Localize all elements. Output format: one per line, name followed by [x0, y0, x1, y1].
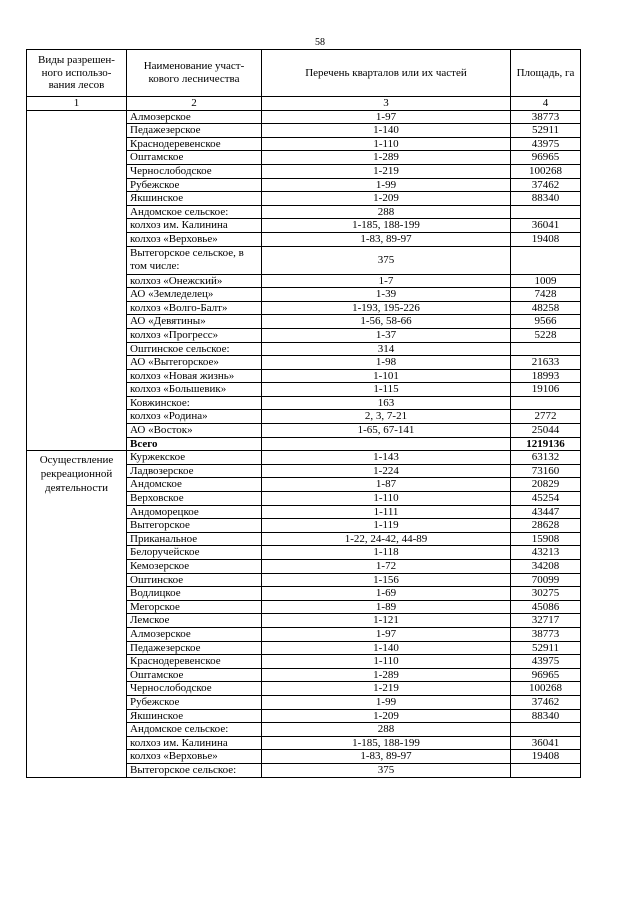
quarters-cell: 1-115: [262, 383, 511, 397]
quarters-cell: 1-89: [262, 600, 511, 614]
quarters-cell: 1-185, 188-199: [262, 219, 511, 233]
area-cell: 19408: [511, 750, 581, 764]
quarters-cell: 1-83, 89-97: [262, 750, 511, 764]
quarters-cell: 1-7: [262, 274, 511, 288]
district-name-cell: Лемское: [127, 614, 262, 628]
quarters-cell: 288: [262, 723, 511, 737]
area-cell: 100268: [511, 682, 581, 696]
area-cell: 7428: [511, 288, 581, 302]
quarters-cell: 1-140: [262, 641, 511, 655]
quarters-cell: 1-219: [262, 682, 511, 696]
area-cell: [511, 246, 581, 274]
quarters-cell: 1-37: [262, 328, 511, 342]
district-name-cell: Белоручейское: [127, 546, 262, 560]
area-cell: 45254: [511, 492, 581, 506]
area-cell: 18993: [511, 369, 581, 383]
quarters-cell: 1-209: [262, 709, 511, 723]
area-cell: 9566: [511, 315, 581, 329]
quarters-cell: 1-97: [262, 627, 511, 641]
district-name-cell: Верховское: [127, 492, 262, 506]
quarters-cell: 1-110: [262, 655, 511, 669]
district-name-cell: Чернослободское: [127, 682, 262, 696]
quarters-cell: 1-87: [262, 478, 511, 492]
district-name-cell: Педажезерское: [127, 641, 262, 655]
district-name-cell: колхоз «Новая жизнь»: [127, 369, 262, 383]
area-cell: 1009: [511, 274, 581, 288]
area-cell: 88340: [511, 709, 581, 723]
header-quarters: Перечень кварталов или их частей: [262, 50, 511, 97]
district-name-cell: колхоз им. Калинина: [127, 219, 262, 233]
district-name-cell: колхоз «Прогресс»: [127, 328, 262, 342]
area-cell: 25044: [511, 424, 581, 438]
forest-use-table: [26, 49, 581, 778]
area-cell: [511, 396, 581, 410]
quarters-cell: 2, 3, 7-21: [262, 410, 511, 424]
district-name-cell: Якшинское: [127, 709, 262, 723]
quarters-cell: 314: [262, 342, 511, 356]
quarters-cell: 1-289: [262, 668, 511, 682]
header-number: 3: [262, 97, 511, 111]
quarters-cell: 1-110: [262, 137, 511, 151]
header-number: 1: [27, 97, 127, 111]
quarters-cell: 163: [262, 396, 511, 410]
district-name-cell: АО «Вытегорское»: [127, 356, 262, 370]
table-row: [27, 110, 581, 124]
district-name-cell: Мегорское: [127, 600, 262, 614]
area-cell: 28628: [511, 519, 581, 533]
quarters-cell: 1-72: [262, 560, 511, 574]
area-cell: 43975: [511, 137, 581, 151]
quarters-cell: 288: [262, 205, 511, 219]
district-name-cell: колхоз «Большевик»: [127, 383, 262, 397]
district-name-cell: колхоз «Верховье»: [127, 232, 262, 246]
quarters-cell: 1-121: [262, 614, 511, 628]
district-name-cell: Чернослободское: [127, 164, 262, 178]
area-cell: 100268: [511, 164, 581, 178]
table-header: [27, 50, 581, 111]
area-cell: 15908: [511, 532, 581, 546]
district-name-cell: Рубежское: [127, 695, 262, 709]
district-name-cell: Андомское: [127, 478, 262, 492]
district-name-cell: колхоз им. Калинина: [127, 736, 262, 750]
area-cell: 34208: [511, 560, 581, 574]
district-name-cell: Оштинское: [127, 573, 262, 587]
quarters-cell: 1-99: [262, 178, 511, 192]
quarters-cell: 1-140: [262, 124, 511, 138]
area-cell: [511, 205, 581, 219]
use-type-cell: [27, 110, 127, 451]
area-cell: 37462: [511, 695, 581, 709]
district-name-cell: Краснодеревенское: [127, 655, 262, 669]
district-name-cell: Оштамское: [127, 151, 262, 165]
area-cell: 36041: [511, 736, 581, 750]
area-cell: 43213: [511, 546, 581, 560]
district-name-cell: АО «Земледелец»: [127, 288, 262, 302]
district-name-cell: Оштамское: [127, 668, 262, 682]
quarters-cell: 1-111: [262, 505, 511, 519]
area-cell: 52911: [511, 124, 581, 138]
quarters-cell: 1-69: [262, 587, 511, 601]
quarters-cell: 1-119: [262, 519, 511, 533]
district-name-cell: колхоз «Волго-Балт»: [127, 301, 262, 315]
area-cell: 20829: [511, 478, 581, 492]
district-name-cell: Алмозерское: [127, 627, 262, 641]
district-name-cell: Водлицкое: [127, 587, 262, 601]
quarters-cell: 1-289: [262, 151, 511, 165]
area-cell: 19106: [511, 383, 581, 397]
area-cell: [511, 342, 581, 356]
district-name-cell: колхоз «Верховье»: [127, 750, 262, 764]
area-cell: 30275: [511, 587, 581, 601]
area-cell: 43447: [511, 505, 581, 519]
district-name-cell: колхоз «Родина»: [127, 410, 262, 424]
district-name-cell: Педажезерское: [127, 124, 262, 138]
district-name-cell: Рубежское: [127, 178, 262, 192]
header-district-name: Наименование участ-кового лесничества: [127, 50, 262, 97]
district-name-cell: АО «Девятины»: [127, 315, 262, 329]
quarters-cell: 1-101: [262, 369, 511, 383]
page-number: 58: [315, 37, 325, 48]
quarters-cell: 1-98: [262, 356, 511, 370]
quarters-cell: 1-22, 24-42, 44-89: [262, 532, 511, 546]
area-cell: 1219136: [511, 437, 581, 451]
quarters-cell: [262, 437, 511, 451]
header-number: 4: [511, 97, 581, 111]
district-name-cell: Кемозерское: [127, 560, 262, 574]
area-cell: 63132: [511, 451, 581, 465]
area-cell: 70099: [511, 573, 581, 587]
use-type-cell: Осуществление рекреационной деятельности: [27, 451, 127, 777]
district-name-cell: Вытегорское сельское:: [127, 763, 262, 777]
district-name-cell: Всего: [127, 437, 262, 451]
area-cell: 2772: [511, 410, 581, 424]
quarters-cell: 1-143: [262, 451, 511, 465]
district-name-cell: Андоморецкое: [127, 505, 262, 519]
area-cell: 43975: [511, 655, 581, 669]
district-name-cell: Приканальное: [127, 532, 262, 546]
quarters-cell: 1-219: [262, 164, 511, 178]
quarters-cell: 1-118: [262, 546, 511, 560]
area-cell: 21633: [511, 356, 581, 370]
quarters-cell: 1-65, 67-141: [262, 424, 511, 438]
district-name-cell: Вытегорское: [127, 519, 262, 533]
quarters-cell: 1-193, 195-226: [262, 301, 511, 315]
header-number: 2: [127, 97, 262, 111]
district-name-cell: Оштинское сельское:: [127, 342, 262, 356]
district-name-cell: колхоз «Онежский»: [127, 274, 262, 288]
area-cell: 88340: [511, 192, 581, 206]
area-cell: 96965: [511, 668, 581, 682]
district-name-cell: Ладвозерское: [127, 464, 262, 478]
area-cell: [511, 723, 581, 737]
area-cell: 32717: [511, 614, 581, 628]
quarters-cell: 1-156: [262, 573, 511, 587]
quarters-cell: 375: [262, 763, 511, 777]
district-name-cell: Алмозерское: [127, 110, 262, 124]
quarters-cell: 1-209: [262, 192, 511, 206]
area-cell: 52911: [511, 641, 581, 655]
district-name-cell: Андомское сельское:: [127, 723, 262, 737]
area-cell: 96965: [511, 151, 581, 165]
table-body: [27, 110, 581, 777]
area-cell: 45086: [511, 600, 581, 614]
area-cell: 38773: [511, 627, 581, 641]
quarters-cell: 1-110: [262, 492, 511, 506]
district-name-cell: Куржекское: [127, 451, 262, 465]
header-area: Площадь, га: [511, 50, 581, 97]
quarters-cell: 1-56, 58-66: [262, 315, 511, 329]
quarters-cell: 1-99: [262, 695, 511, 709]
quarters-cell: 1-185, 188-199: [262, 736, 511, 750]
district-name-cell: Андомское сельское:: [127, 205, 262, 219]
area-cell: [511, 763, 581, 777]
district-name-cell: АО «Восток»: [127, 424, 262, 438]
area-cell: 19408: [511, 232, 581, 246]
area-cell: 5228: [511, 328, 581, 342]
district-name-cell: Якшинское: [127, 192, 262, 206]
area-cell: 36041: [511, 219, 581, 233]
area-cell: 73160: [511, 464, 581, 478]
quarters-cell: 1-83, 89-97: [262, 232, 511, 246]
table-row: [27, 451, 581, 465]
area-cell: 48258: [511, 301, 581, 315]
quarters-cell: 1-39: [262, 288, 511, 302]
district-name-cell: Вытегорское сельское, в том числе:: [127, 246, 262, 274]
district-name-cell: Ковжинское:: [127, 396, 262, 410]
area-cell: 38773: [511, 110, 581, 124]
area-cell: 37462: [511, 178, 581, 192]
header-use-type: Виды разрешен-ного использо-вания лесов: [27, 50, 127, 97]
quarters-cell: 375: [262, 246, 511, 274]
district-name-cell: Краснодеревенское: [127, 137, 262, 151]
quarters-cell: 1-224: [262, 464, 511, 478]
quarters-cell: 1-97: [262, 110, 511, 124]
